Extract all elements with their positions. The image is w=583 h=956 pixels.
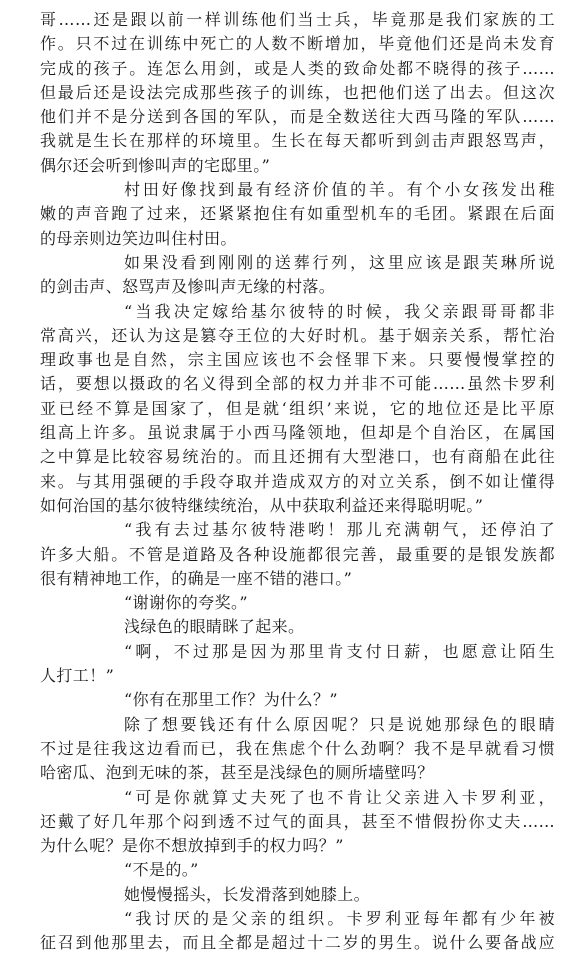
text-line: 还戴了好几年那个闷到透不过气的面具，甚至不惜假扮你丈夫……	[40, 811, 555, 831]
paragraph	[40, 518, 555, 591]
text-line: 很有精神地工作，的确是一座不错的港口。”	[40, 568, 353, 588]
text-line: 如果没看到刚刚的送葬行列，这里应该是跟芙琳所说	[124, 252, 555, 272]
text-line: 如何治国的基尔彼特继续统治，从中获取利益还来得聪明呢。”	[40, 495, 484, 515]
paragraph	[40, 615, 555, 639]
text-line: 完成的孩子。连怎么用剑，或是人类的致命处都不晓得的孩子……	[40, 58, 555, 78]
text-line: 除了想要钱还有什么原因呢？只是说她那绿色的眼睛	[124, 714, 555, 734]
text-line: 来。与其用强硬的手段夺取并造成双方的对立关系，倒不如让懂得	[40, 471, 555, 491]
text-line: 亚已经不算是国家了，但是就‘组织’来说，它的地位还是比平原	[40, 398, 555, 418]
text-line: 浅绿色的眼睛眯了起来。	[124, 617, 305, 637]
text-line: 偶尔还会听到惨叫声的宅邸里。”	[40, 155, 271, 175]
text-line: “谢谢你的夸奖。”	[124, 593, 248, 613]
text-line: 我就是生长在那样的环境里。生长在每天都听到剑击声跟怒骂声，	[40, 131, 555, 151]
text-line: 哈密瓜、泡到无味的茶，甚至是浅绿色的厕所墙壁吗？	[40, 763, 434, 783]
text-line: “啊，不过那是因为那里肯支付日薪，也愿意让陌生	[124, 641, 555, 661]
paragraph	[40, 713, 555, 786]
text-line: “我讨厌的是父亲的组织。卡罗利亚每年都有少年被	[124, 908, 555, 928]
book-page	[40, 8, 555, 956]
text-line: 村田好像找到最有经济价值的羊。有个小女孩发出稚	[124, 180, 555, 200]
text-line: 哥……还是跟以前一样训练他们当士兵，毕竟那是我们家族的工	[40, 10, 555, 29]
paragraph	[40, 8, 555, 178]
text-line: 征召到他那里去，而且全都是超过十二岁的男生。说什么要备战应	[40, 933, 555, 953]
text-line: “你有在那里工作？为什么？”	[124, 690, 338, 710]
text-line: “不是的。”	[124, 860, 199, 880]
text-line: 人打工！”	[40, 666, 115, 686]
paragraph	[40, 688, 555, 712]
text-line: 她慢慢摇头，长发滑落到她膝上。	[124, 884, 371, 904]
text-line: 组高上许多。虽说隶属于小西马隆领地，但却是个自治区，在属国	[40, 423, 555, 443]
text-line: 的剑击声、怒骂声及惨叫声无缘的村落。	[40, 277, 336, 297]
paragraph	[40, 907, 555, 956]
paragraph	[40, 300, 555, 519]
text-line: “当我决定嫁给基尔彼特的时候，我父亲跟哥哥都非	[124, 301, 555, 321]
text-line: 但最后还是设法完成那些孩子的训练，也把他们送了出去。但这次	[40, 82, 555, 102]
paragraph	[40, 591, 555, 615]
text-line: “可是你就算丈夫死了也不肯让父亲进入卡罗利亚，	[124, 787, 555, 807]
text-line: 许多大船。不管是道路及各种设施都很完善，最重要的是银发族都	[40, 544, 555, 564]
paragraph	[40, 178, 555, 251]
paragraph	[40, 251, 555, 300]
text-line: 不过是往我这边看而已，我在焦虑个什么劲啊？我不是早就看习惯	[40, 738, 555, 758]
text-line: 嫩的声音跑了过来，还紧紧抱住有如重型机车的毛团。紧跟在后面	[40, 204, 555, 224]
text-line: 作。只不过在训练中死亡的人数不断增加，毕竟他们还是尚未发育	[40, 34, 555, 54]
paragraph	[40, 640, 555, 689]
paragraph	[40, 858, 555, 882]
text-line: 之中算是比较容易统治的。而且还拥有大型港口，也有商船在此往	[40, 447, 555, 467]
text-line: 的母亲则边笑边叫住村田。	[40, 228, 237, 248]
paragraph	[40, 883, 555, 907]
text-line: “我有去过基尔彼特港哟！那儿充满朝气，还停泊了	[124, 520, 555, 540]
text-line: 他们并不是分送到各国的军队，而是全数送往大西马隆的军队……	[40, 107, 555, 127]
text-line: 话，要想以摄政的名义得到全部的权力并非不可能……虽然卡罗利	[40, 374, 555, 394]
text-line: 为什么呢？是你不想放掉到手的权力吗？”	[40, 836, 344, 856]
paragraph	[40, 786, 555, 859]
text-line: 常高兴，还认为这是篡夺王位的大好时机。基于姻亲关系，帮忙治	[40, 325, 555, 345]
text-line: 理政事也是自然，宗主国应该也不会怪罪下来。只要慢慢掌控的	[40, 350, 555, 370]
